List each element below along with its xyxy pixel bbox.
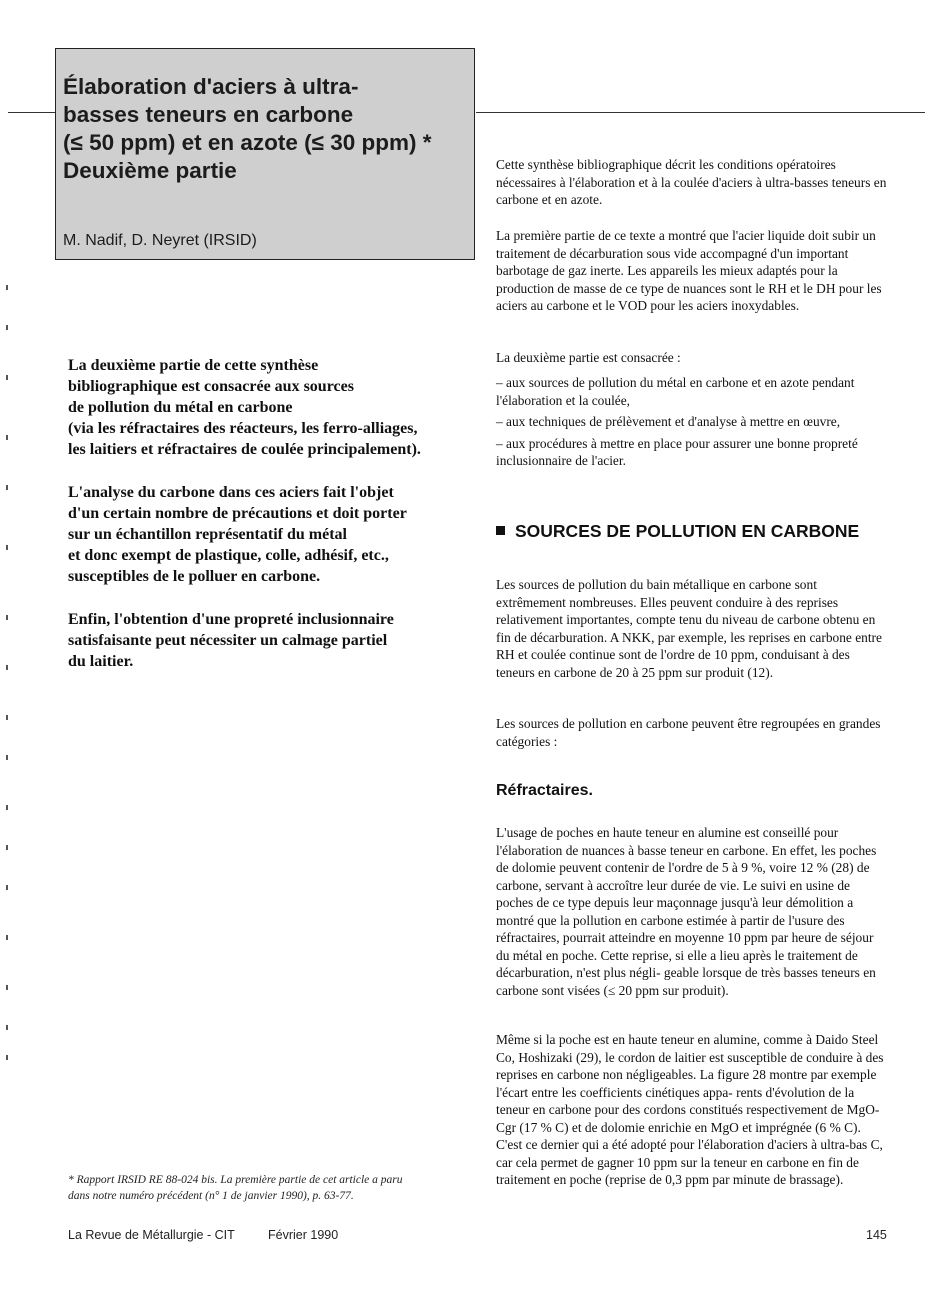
abstract-paragraph	[68, 355, 468, 460]
text-line: produit (12).	[705, 664, 774, 680]
title-line: Deuxième partie	[63, 158, 237, 183]
text-line: teneurs en carbone et en azote.	[496, 174, 887, 207]
section-paragraph-1	[496, 576, 888, 681]
text-line: poches de dolomie peuvent contenir de l'ordre de 5 à 9 %, voire	[496, 842, 877, 875]
section-heading	[496, 521, 859, 542]
title-line: Élaboration d'aciers à ultra-	[63, 74, 359, 99]
margin-tick	[6, 435, 8, 440]
abstract-paragraph	[68, 609, 468, 672]
footnote-line: * Rapport IRSID RE 88-024 bis. La première partie de cet article a paru	[68, 1174, 403, 1186]
text-line: 12 % (28) de carbone, servant à accroître leur durée de vie. Le	[496, 860, 870, 893]
refractaires-paragraph-1	[496, 824, 888, 999]
text-line: constitués respectivement de MgO-Cgr (17 % C) et de dolomie	[496, 1102, 880, 1135]
text-line: partir de l'usure des réfractaires, pourrait atteindre en moyenne	[496, 912, 845, 945]
margin-tick	[6, 985, 8, 990]
abstract-line: et donc exempt de plastique, colle, adhésif, etc.,	[68, 547, 389, 564]
abstract-line: les laitiers et réfractaires de coulée principalement).	[68, 441, 421, 458]
margin-tick	[6, 545, 8, 550]
section-title: SOURCES DE POLLUTION EN CARBONE	[515, 521, 860, 541]
contents-list	[496, 374, 888, 470]
abstract-line: L'analyse du carbone dans ces aciers fait l'objet	[68, 484, 394, 501]
text-line: extrêmement nombreuses. Elles peuvent conduire à des reprises	[496, 594, 839, 610]
refractaires-paragraph-2	[496, 1031, 888, 1189]
text-line: l'élaboration de nuances à basse teneur en carbone. En effet, les	[496, 842, 836, 858]
section-paragraph-2	[496, 715, 888, 750]
abstract-line: La deuxième partie de cette synthèse	[68, 357, 319, 374]
text-line: nécessaires à l'élaboration et à la coulée d'aciers à ultra-basses	[496, 174, 829, 190]
margin-marks	[6, 285, 10, 1065]
title-box	[55, 48, 475, 260]
abstract	[68, 355, 468, 690]
abstract-line: d'un certain nombre de précautions et doit porter	[68, 505, 407, 522]
text-line: 10 ppm, conduisant à des teneurs en carbone de 20 à 25 ppm sur	[496, 647, 850, 680]
text-line: aciers inoxydables.	[696, 298, 800, 313]
margin-tick	[6, 325, 8, 330]
text-line: en poche (reprise de 0,3 ppm par minute de brassage).	[553, 1172, 844, 1187]
text-line: conduire à des reprises en carbone non négligeables. La figure 28	[496, 1049, 884, 1082]
text-line: le RH et le DH pour les aciers au carbone et le VOD pour les	[496, 280, 882, 313]
text-line: (≤ 20 ppm sur produit).	[603, 982, 729, 998]
abstract-line: sur un échantillon représentatif du métal	[68, 526, 347, 543]
abstract-line: de pollution du métal en carbone	[68, 399, 293, 416]
abstract-line: du laitier.	[68, 653, 134, 670]
text-line: adopté pour l'élaboration d'aciers à ultra-bas C, car cela permet	[496, 1137, 883, 1170]
margin-tick	[6, 805, 8, 810]
margin-tick	[6, 1025, 8, 1030]
text-line: Cette synthèse bibliographique décrit les conditions opératoires	[496, 157, 836, 172]
page-number: 145	[866, 1228, 887, 1242]
abstract-line: susceptibles de le polluer en carbone.	[68, 568, 321, 585]
title-line: (≤ 50 ppm) et en azote (≤ 30 ppm) *	[63, 130, 432, 155]
text-line: enrichie en MgO et imprégnée (6 % C). C'est ce dernier qui a été	[496, 1119, 861, 1152]
text-line: montre par exemple l'écart entre les coefficients cinétiques appa-	[496, 1067, 877, 1100]
text-line: rents d'évolution de la teneur en carbone pour des cordons	[496, 1084, 855, 1117]
authors: M. Nadif, D. Neyret (IRSID)	[63, 232, 257, 249]
text-line: important barbotage de gaz inerte. Les appareils les mieux	[496, 245, 849, 278]
margin-tick	[6, 715, 8, 720]
text-line: leur démolition a montré que la pollution en carbone estimée à	[496, 895, 854, 928]
margin-tick	[6, 845, 8, 850]
text-line: relativement importantes, compte tenu du niveau de carbone	[496, 612, 820, 627]
text-line: – aux procédures à mettre en place pour assurer une bonne	[496, 435, 810, 451]
intro-paragraph-1	[496, 156, 888, 209]
article-title	[63, 73, 432, 185]
text-line: 10 ppm par heure de séjour du métal en poche. Cette reprise, si	[496, 930, 874, 963]
text-line: obtenu en fin de décarburation. A NKK, par exemple, les reprises	[496, 612, 876, 645]
text-line: suivi en usine de poches de ce type depuis leur maçonnage jusqu'à	[496, 877, 850, 910]
text-line: La deuxième partie est consacrée :	[496, 350, 681, 365]
text-line: Les sources de pollution en carbone peuvent être regroupées en	[496, 716, 836, 731]
subsection-heading: Réfractaires.	[496, 782, 593, 799]
abstract-line: satisfaisante peut nécessiter un calmage partiel	[68, 632, 388, 649]
text-line: grandes catégories :	[496, 716, 881, 749]
text-line: Les sources de pollution du bain métallique en carbone sont	[496, 577, 817, 592]
margin-tick	[6, 375, 8, 380]
text-line: elle a lieu après le traitement de décarburation, n'est plus négli-	[496, 947, 858, 980]
title-line: basses teneurs en carbone	[63, 102, 354, 127]
text-line: L'usage de poches en haute teneur en alumine est conseillé pour	[496, 825, 839, 840]
text-line: en carbone entre RH et coulée continue sont de l'ordre de	[496, 629, 882, 662]
margin-tick	[6, 1055, 8, 1060]
margin-tick	[6, 285, 8, 290]
abstract-line: Enfin, l'obtention d'une propreté inclusionnaire	[68, 611, 394, 628]
margin-tick	[6, 935, 8, 940]
text-line: Steel Co, Hoshizaki (29), le cordon de laitier est susceptible de	[496, 1032, 879, 1065]
square-bullet-icon	[496, 526, 505, 535]
text-line: La première partie de ce texte a montré que l'acier liquide doit	[496, 228, 829, 243]
abstract-line: bibliographique est consacrée aux sources	[68, 378, 354, 395]
footnote	[68, 1172, 468, 1204]
margin-tick	[6, 665, 8, 670]
text-line: adaptés pour la production de masse de ce type de nuances sont	[496, 263, 838, 296]
list-item	[496, 374, 888, 409]
footer-date: Février 1990	[268, 1228, 339, 1242]
text-line: Même si la poche est en haute teneur en alumine, comme à Daido	[496, 1032, 849, 1047]
footer-journal: La Revue de Métallurgie - CIT	[68, 1228, 235, 1242]
rule-left	[8, 112, 55, 113]
text-line: – aux techniques de prélèvement et d'analyse à mettre en œuvre,	[496, 414, 841, 429]
margin-tick	[6, 485, 8, 490]
text-line: pendant l'élaboration et la coulée,	[496, 375, 855, 408]
intro-paragraph-2	[496, 227, 888, 315]
text-line: subir un traitement de décarburation sous vide accompagné d'un	[496, 228, 876, 261]
text-line: propreté inclusionnaire de l'acier.	[496, 435, 858, 468]
list-item	[496, 413, 888, 431]
margin-tick	[6, 755, 8, 760]
rule-right	[476, 112, 925, 113]
text-line: de gagner 10 ppm sur la teneur en carbone en fin de traitement	[496, 1154, 859, 1187]
intro-paragraph-3	[496, 349, 888, 367]
text-line: geable lorsque de très basses teneurs en carbone sont visées	[496, 965, 876, 998]
margin-tick	[6, 615, 8, 620]
list-item	[496, 435, 888, 470]
abstract-line: (via les réfractaires des réacteurs, les ferro-alliages,	[68, 420, 418, 437]
margin-tick	[6, 885, 8, 890]
abstract-paragraph	[68, 482, 468, 587]
text-line: – aux sources de pollution du métal en carbone et en azote	[496, 375, 809, 390]
footnote-line: dans notre numéro précédent (n° 1 de janvier 1990), p. 63-77.	[68, 1190, 354, 1202]
